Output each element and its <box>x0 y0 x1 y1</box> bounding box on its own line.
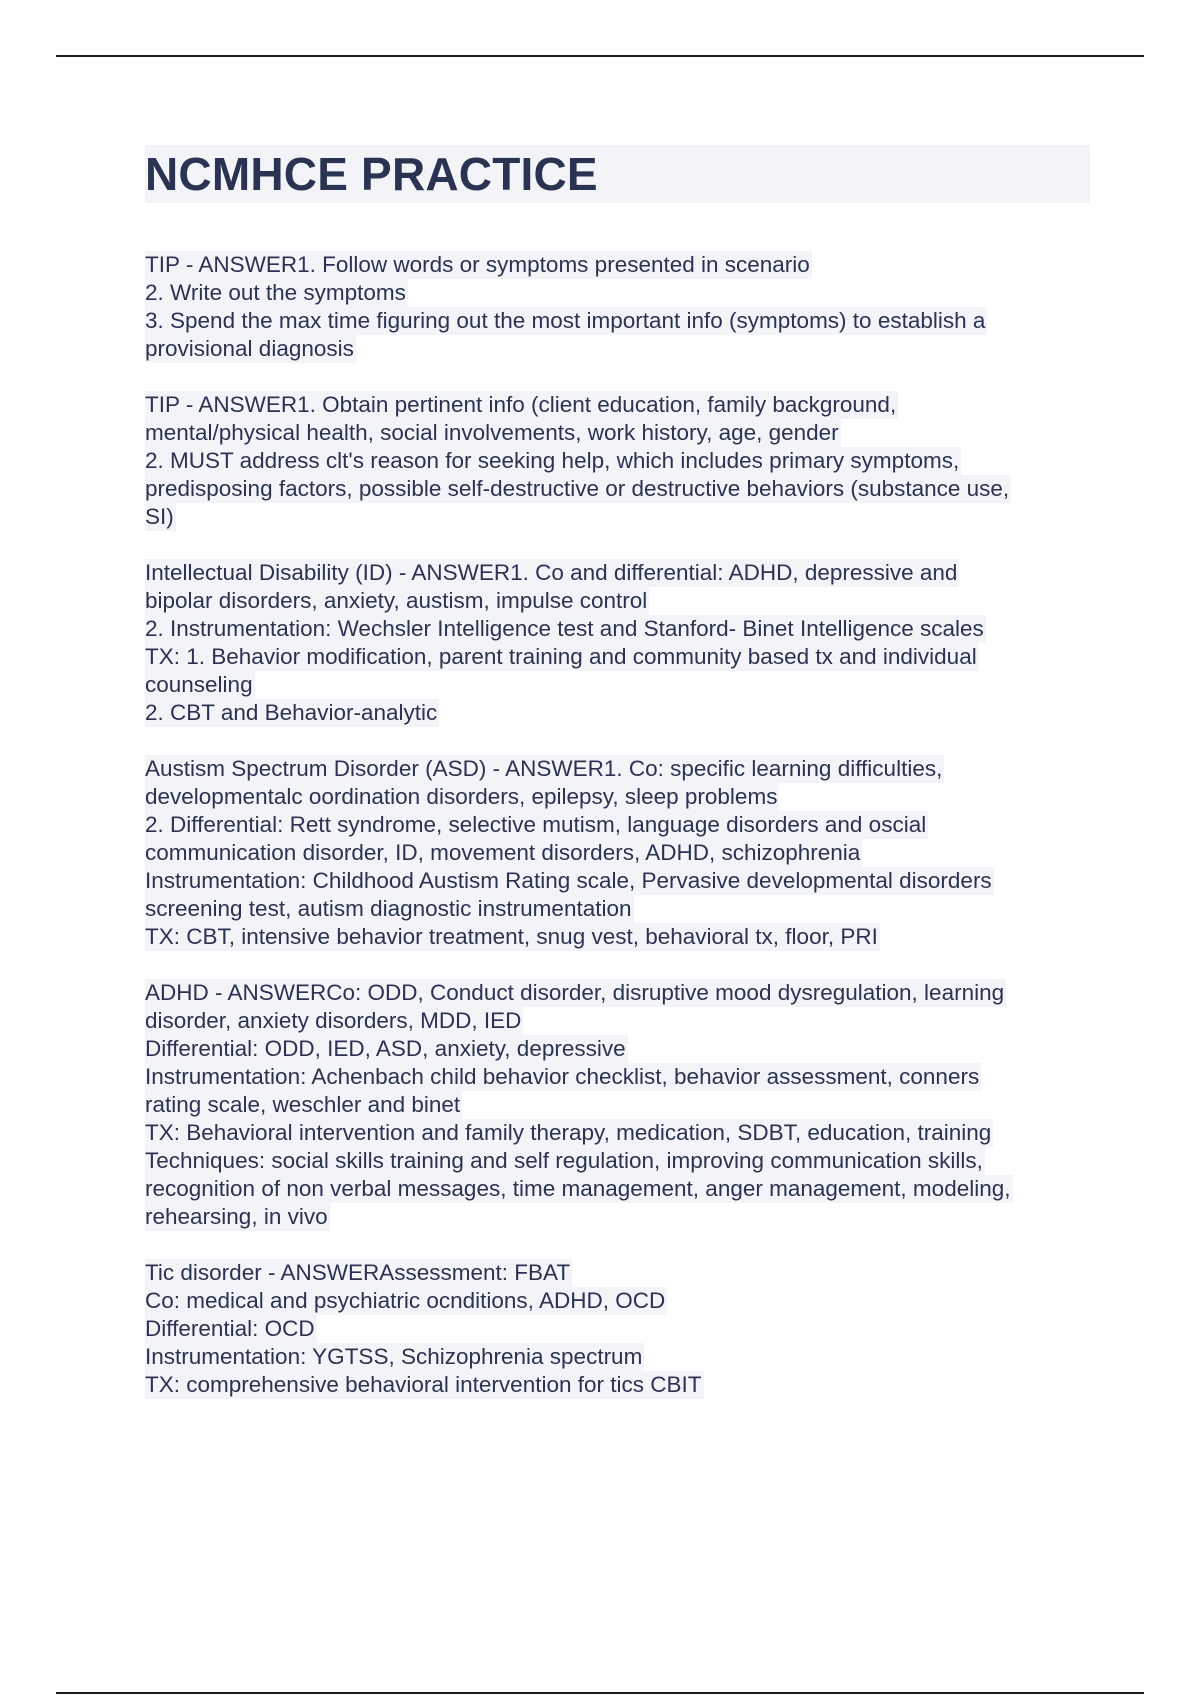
entry-intellectual-disability <box>145 559 1090 727</box>
entry-line: recognition of non verbal messages, time management, anger management, modeling, <box>145 1176 1011 1201</box>
entry-line: Co: medical and psychiatric ocnditions, ADHD, OCD <box>145 1288 666 1313</box>
entry-line: rating scale, weschler and binet <box>145 1092 461 1117</box>
entry-list <box>145 251 1090 1399</box>
entry-adhd <box>145 979 1090 1231</box>
entry-line: 2. MUST address clt's reason for seeking help, which includes primary symptoms, <box>145 448 960 473</box>
entry-line: Instrumentation: Childhood Austism Rating scale, Pervasive developmental disorders <box>145 868 992 893</box>
entry-line: TX: comprehensive behavioral intervention for tics CBIT <box>145 1372 702 1397</box>
entry-line: Differential: OCD <box>145 1316 315 1341</box>
entry-line: counseling <box>145 672 253 697</box>
entry-line: ADHD - ANSWERCo: ODD, Conduct disorder, disruptive mood dysregulation, learning <box>145 980 1005 1005</box>
top-rule <box>56 55 1144 57</box>
page-title: NCMHCE PRACTICE <box>145 148 598 200</box>
entry-line: Tic disorder - ANSWERAssessment: FBAT <box>145 1260 571 1285</box>
entry-line: TX: 1. Behavior modification, parent training and community based tx and individual <box>145 644 977 669</box>
entry-line: Instrumentation: YGTSS, Schizophrenia spectrum <box>145 1344 643 1369</box>
entry-line: TX: Behavioral intervention and family therapy, medication, SDBT, education, training <box>145 1120 992 1145</box>
entry-tip-2 <box>145 391 1090 531</box>
entry-line: Differential: ODD, IED, ASD, anxiety, depressive <box>145 1036 626 1061</box>
entry-line: developmentalc oordination disorders, epilepsy, sleep problems <box>145 784 778 809</box>
entry-line: provisional diagnosis <box>145 336 354 361</box>
entry-line: SI) <box>145 504 174 529</box>
entry-line: screening test, autism diagnostic instrumentation <box>145 896 632 921</box>
entry-line: Austism Spectrum Disorder (ASD) - ANSWER1. Co: specific learning difficulties, <box>145 756 943 781</box>
entry-line: TIP - ANSWER1. Follow words or symptoms presented in scenario <box>145 252 810 277</box>
entry-line: 2. Write out the symptoms <box>145 280 406 305</box>
entry-line: disorder, anxiety disorders, MDD, IED <box>145 1008 522 1033</box>
entry-line: Techniques: social skills training and self regulation, improving communication skills, <box>145 1148 983 1173</box>
entry-line: TIP - ANSWER1. Obtain pertinent info (client education, family background, <box>145 392 897 417</box>
entry-line: mental/physical health, social involvements, work history, age, gender <box>145 420 839 445</box>
entry-tip-1 <box>145 251 1090 363</box>
title-band <box>145 145 1090 203</box>
entry-line: TX: CBT, intensive behavior treatment, snug vest, behavioral tx, floor, PRI <box>145 924 878 949</box>
entry-line: 2. Instrumentation: Wechsler Intelligence test and Stanford- Binet Intelligence scales <box>145 616 984 641</box>
entry-line: Instrumentation: Achenbach child behavior checklist, behavior assessment, conners <box>145 1064 980 1089</box>
entry-line: 2. CBT and Behavior-analytic <box>145 700 438 725</box>
bottom-rule <box>56 1692 1144 1694</box>
entry-line: 2. Differential: Rett syndrome, selective mutism, language disorders and oscial <box>145 812 927 837</box>
entry-line: rehearsing, in vivo <box>145 1204 328 1229</box>
entry-line: Intellectual Disability (ID) - ANSWER1. Co and differential: ADHD, depressive and <box>145 560 958 585</box>
entry-autism-spectrum-disorder <box>145 755 1090 951</box>
entry-line: bipolar disorders, anxiety, austism, impulse control <box>145 588 648 613</box>
entry-line: communication disorder, ID, movement disorders, ADHD, schizophrenia <box>145 840 861 865</box>
entry-line: predisposing factors, possible self-destructive or destructive behaviors (substance use, <box>145 476 1010 501</box>
page-content <box>145 145 1090 1427</box>
entry-tic-disorder <box>145 1259 1090 1399</box>
entry-line: 3. Spend the max time figuring out the most important info (symptoms) to establish a <box>145 308 986 333</box>
